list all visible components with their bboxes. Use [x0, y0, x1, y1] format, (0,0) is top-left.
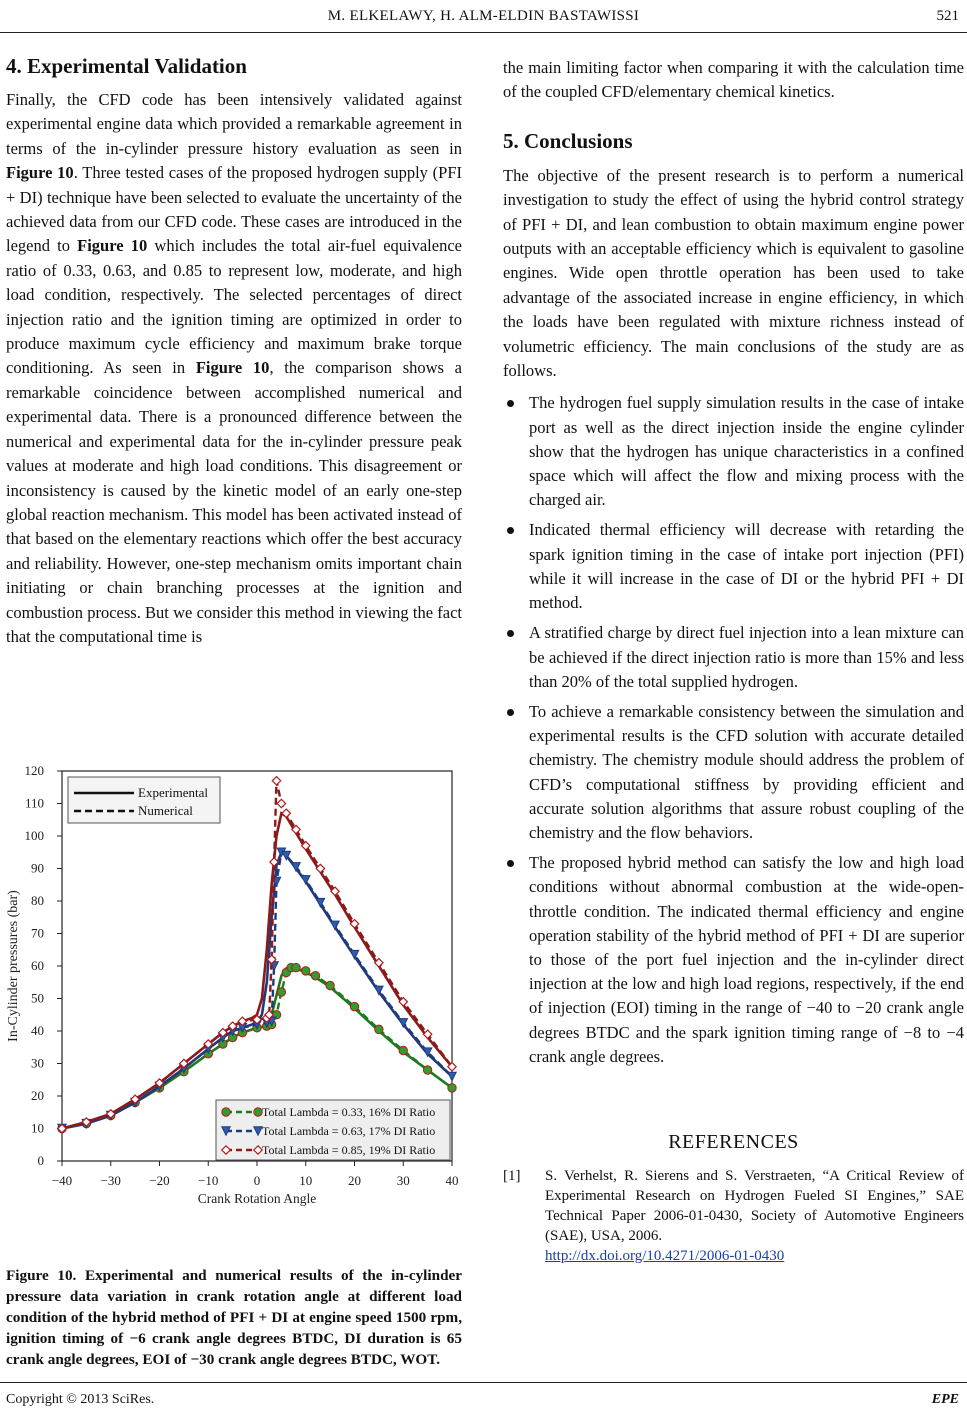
page-header	[0, 0, 967, 34]
y-tick-label: 90	[31, 860, 44, 876]
bullet-text: A stratified charge by direct fuel injection into a lean mixture can be achieved if the direct injection ratio is more than 15% and less than 20% of the total supplied hydrogen.	[529, 623, 964, 691]
legend-series-label: Total Lambda = 0.63, 17% DI Ratio	[262, 1124, 436, 1138]
list-item	[503, 518, 964, 615]
bullet-text: Indicated thermal efficiency will decrease with retarding the spark ignition timing in the case of intake port injection (PFI) while it will increase in the case of DI or the hybrid PFI + DI method.	[529, 520, 964, 613]
legend-series-label: Total Lambda = 0.33, 16% DI Ratio	[262, 1105, 436, 1119]
x-tick-label: 20	[348, 1173, 361, 1188]
text-run: which includes the total air-fuel equivalence ratio of 0.33, 0.63, and 0.85 to represent low, moderate, and high load condition, respectively. The selected percentages of direct injection ratio and the ignition timing are optimized in order to produce maximum cycle efficiency and maximum brake torque conditioning. As seen in	[6, 236, 462, 378]
continued-paragraph: the main limiting factor when comparing it with the calculation time of the coupled CFD/elementary chemical kinetics.	[503, 58, 964, 102]
footer-rule	[0, 1382, 967, 1383]
data-point	[292, 963, 300, 971]
text-run: . Three tested cases of the proposed hydrogen supply (PFI + DI) technique have been selected to evaluate the uncertainty of the achieved data from our CFD code. These cases are introduced in the legend to	[6, 163, 462, 256]
y-tick-label: 20	[31, 1088, 44, 1103]
running-title: M. ELKELAWY, H. ALM-ELDIN BASTAWISSI	[327, 8, 640, 24]
data-point	[350, 1002, 358, 1010]
left-column	[6, 50, 462, 649]
x-tick-label: 30	[396, 1173, 410, 1188]
page-number: 521	[936, 8, 959, 24]
data-point	[277, 988, 285, 996]
references-heading: REFERENCES	[668, 1130, 799, 1153]
bullet-icon	[507, 709, 514, 716]
bullet-icon	[507, 527, 514, 534]
section-heading-conclusions: 5. Conclusions	[503, 128, 633, 153]
bullet-text: The proposed hybrid method can satisfy the low and high load conditions without abnormal combustion at the wide-open-throttle condition. The indicated thermal efficiency and engine operation stability of the hybrid method of PFI + DI are superior to those of the port fuel injection and the in-cylinder direct injection at the low and high load regions, respectively, if the end of injection (EOI) timing in the range of −40 to −20 crank angle degrees BTDC and the spark ignition timing range of −8 to −4 crank angle degrees.	[529, 853, 964, 1066]
y-tick-label: 50	[31, 990, 44, 1006]
y-tick-label: 120	[24, 763, 44, 778]
bullet-text: The hydrogen fuel supply simulation results in the case of intake port as well as the direct injection inside the engine cylinder show that the hydrogen has unique characteristics in a confined space which will affect the flow and mixing process with the charged air.	[529, 393, 964, 510]
text-run: , the comparison shows a remarkable coincidence between accomplished numerical and experimental data. There is a pronounced difference between the numerical and experimental data for the in-cylinder pressure peak values at moderate and high load conditions. This disagreement or inconsistency is caused by the kinetic model of an early one-step global reaction mechanism. This model has been activated instead of that based on the elementary reactions which offer the best accuracy and reliability. However, one-step mechanism omits important chain initiating or chain branching processes at the ignition and combustion process. But we consider this method in viewing the fact that the computational time is	[6, 358, 462, 646]
figure-caption: Figure 10. Experimental and numerical results of the in-cylinder pressure data variation in crank rotation angle at different load condition of the hybrid method of PFI + DI at engine speed 1500 rpm, ignition timing of −6 crank angle degrees BTDC, DI duration is 65 crank angle degrees, EOI of −30 crank angle degrees BTDC, WOT.	[6, 1267, 462, 1368]
y-tick-label: 60	[31, 958, 44, 973]
data-point	[222, 1108, 230, 1116]
data-point	[302, 967, 310, 975]
data-point	[311, 972, 319, 980]
y-tick-label: 40	[31, 1023, 44, 1038]
data-point	[399, 1046, 407, 1054]
figure-ref: Figure 10	[6, 163, 74, 183]
y-tick-label: 30	[31, 1055, 44, 1071]
list-item	[503, 851, 964, 1069]
validation-paragraph	[6, 88, 462, 649]
x-tick-label: −40	[51, 1173, 73, 1188]
list-item	[503, 621, 964, 694]
page-footer	[0, 1382, 967, 1414]
data-point	[375, 1025, 383, 1033]
x-tick-label: −10	[198, 1173, 219, 1188]
bullet-icon	[507, 400, 514, 407]
figure-10	[0, 757, 470, 1269]
bullet-icon	[507, 630, 514, 637]
y-tick-label: 0	[37, 1153, 44, 1168]
y-tick-label: 110	[24, 795, 44, 811]
data-point	[254, 1108, 262, 1116]
conclusions-intro: The objective of the present research is to perform a numerical investigation to study the effect of using the hybrid control strategy of PFI + DI, and lean combustion to obtain maximum engine power outputs with an acceptable efficiency which is equivalent to gasoline engines. Wide open throttle operation has been used to take advantage of the associated increase in engine efficiency, in which the loads have been regulated with mixture richness instead of volumetric efficiency. The main conclusions of the study are as follows.	[503, 165, 964, 381]
data-point	[423, 1066, 431, 1074]
y-tick-label: 100	[24, 828, 44, 843]
copyright-text: Copyright © 2013 SciRes.	[6, 1392, 155, 1407]
data-point	[448, 1084, 456, 1092]
y-tick-label: 70	[31, 925, 44, 941]
conclusions-list	[503, 391, 964, 1068]
series-legend	[216, 1100, 450, 1160]
y-tick-label: 10	[31, 1120, 44, 1136]
reference-doi-link[interactable]: http://dx.doi.org/10.4271/2006-01-0430	[545, 1247, 785, 1264]
x-tick-label: 0	[253, 1173, 261, 1188]
list-item	[503, 391, 964, 512]
legend-label: Experimental	[138, 785, 209, 800]
style-legend	[68, 777, 220, 823]
section-heading-experimental-validation: 4. Experimental Validation	[6, 54, 247, 78]
x-tick-label: −20	[149, 1173, 170, 1188]
data-point	[326, 981, 334, 989]
x-tick-label: −30	[100, 1173, 121, 1188]
legend-label: Numerical	[138, 803, 193, 818]
header-rule	[0, 32, 967, 33]
bullet-icon	[507, 860, 514, 867]
reference-text: S. Verhelst, R. Sierens and S. Verstraeten, “A Critical Review of Experimental Research on Hydrogen Fueled SI Engines,” SAE Technical Paper 2006-01-0430, Society of Automotive Engineers (SAE), USA, 2006.	[545, 1167, 964, 1244]
y-axis-label: In-Cylinder pressures (bar)	[6, 890, 21, 1042]
reference-item	[503, 1166, 964, 1266]
pressure-chart	[0, 757, 470, 1269]
figure-ref: Figure 10	[77, 236, 148, 256]
right-column	[503, 56, 964, 1266]
x-axis-label: Crank Rotation Angle	[197, 1191, 317, 1206]
bullet-text: To achieve a remarkable consistency between the simulation and experimental results is the CFD solution with accurate detailed chemistry. The chemistry module should address the problem of CFD’s computational stiffness by providing efficient and accurate solution algorithms that assure robust coupling of the chemistry and the flow behaviors.	[529, 701, 964, 842]
legend-series-label: Total Lambda = 0.85, 19% DI Ratio	[262, 1143, 436, 1157]
x-tick-label: 10	[299, 1173, 313, 1188]
list-item	[503, 700, 964, 845]
text-run: Finally, the CFD code has been intensively validated against experimental engine data which provided a remarkable agreement in terms of the in-cylinder pressure history evaluation as seen in	[6, 90, 462, 158]
journal-abbrev: EPE	[931, 1392, 959, 1407]
figure-ref: Figure 10	[195, 358, 270, 378]
reference-number: [1]	[503, 1167, 521, 1184]
y-tick-label: 80	[31, 893, 44, 908]
x-tick-label: 40	[445, 1173, 459, 1188]
